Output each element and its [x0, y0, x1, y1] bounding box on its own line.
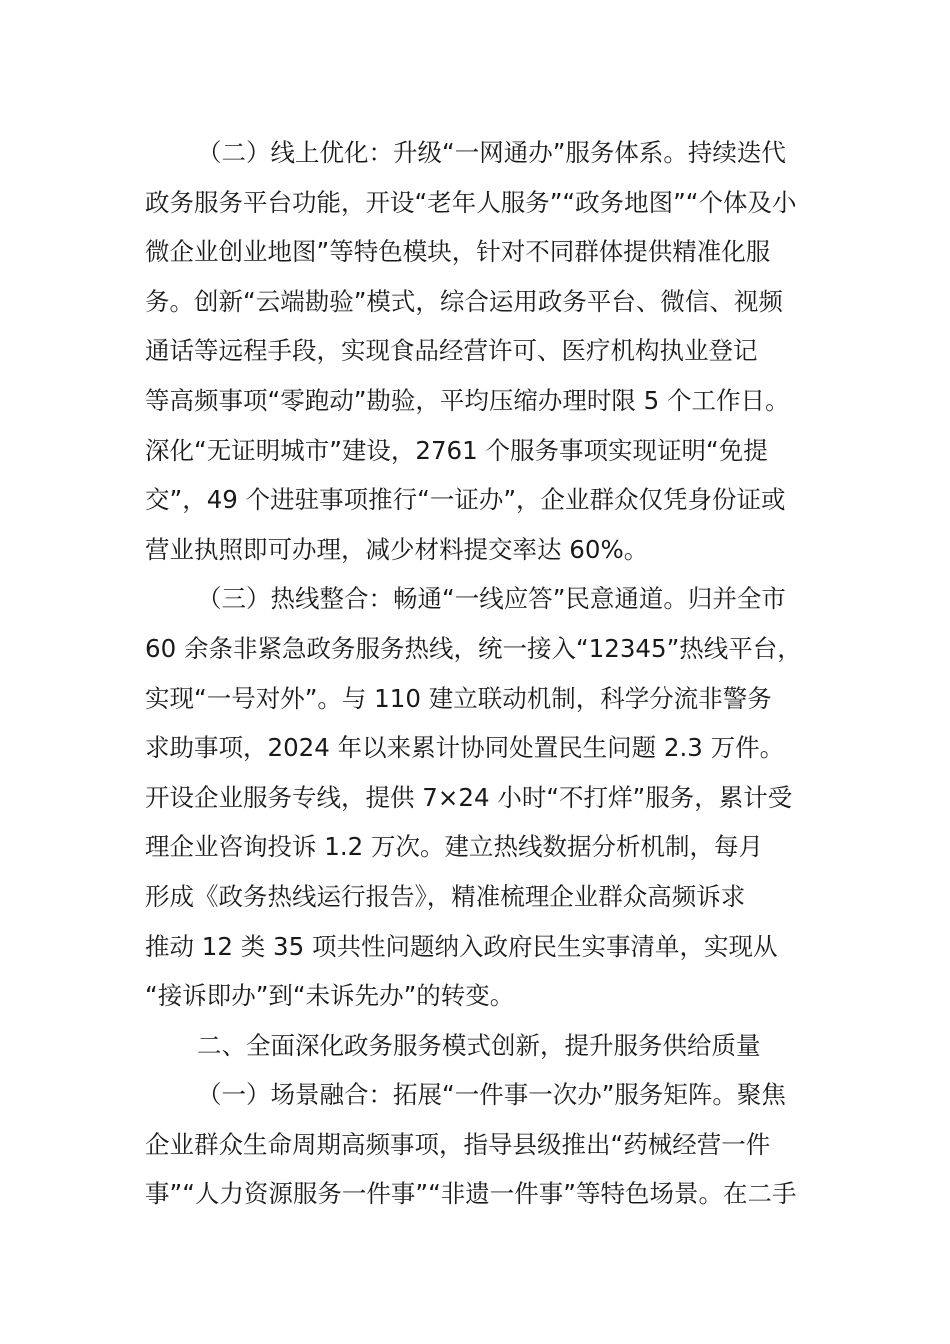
paragraph-line: 营业执照即可办理，减少材料提交率达 60%。 [145, 534, 649, 564]
paragraph-line: 深化“无证明城市”建设，2761 个服务事项实现证明“免提 [145, 435, 768, 465]
paragraph-line: 推动 12 类 35 项共性问题纳入政府民生实事清单，实现从 [145, 931, 778, 961]
paragraph-line: 政务服务平台功能，开设“老年人服务”“政务地图”“个体及小 [145, 187, 797, 217]
paragraph-line: 务。创新“云端勘验”模式，综合运用政务平台、微信、视频 [145, 286, 783, 316]
paragraph-line: （一）场景融合：拓展“一件事一次办”服务矩阵。聚焦 [197, 1080, 786, 1110]
paragraph-line: 实现“一号对外”。与 110 建立联动机制，科学分流非警务 [145, 683, 772, 713]
paragraph-line: 微企业创业地图”等特色模块，针对不同群体提供精准化服 [145, 237, 771, 267]
document-body [145, 128, 835, 1219]
section-heading: 二、全面深化政务服务模式创新，提升服务供给质量 [197, 1030, 761, 1060]
paragraph-line: （三）热线整合：畅通“一线应答”民意通道。归并全市 [197, 584, 786, 614]
paragraph-line: 交”，49 个进驻事项推行“一证办”，企业群众仅凭身份证或 [145, 485, 786, 515]
paragraph-line: 开设企业服务专线，提供 7×24 小时“不打烊”服务，累计受 [145, 782, 793, 812]
paragraph-line: 求助事项，2024 年以来累计协同处置民生问题 2.3 万件。 [145, 733, 785, 763]
paragraph-line: 60 余条非紧急政务服务热线，统一接入“12345”热线平台， [145, 633, 802, 663]
paragraph-line: 通话等远程手段，实现食品经营许可、医疗机构执业登记 [145, 336, 758, 366]
paragraph-line: 等高频事项“零跑动”勘验，平均压缩办理时限 5 个工作日。 [145, 385, 790, 415]
paragraph-line: 事”“人力资源服务一件事”“非遗一件事”等特色场景。在二手 [145, 1179, 797, 1209]
paragraph-line: “接诉即办”到“未诉先办”的转变。 [145, 981, 515, 1011]
paragraph-line: 企业群众生命周期高频事项，指导县级推出“药械经营一件 [145, 1129, 771, 1159]
paragraph-line: 形成《政务热线运行报告》，精准梳理企业群众高频诉求 [145, 881, 746, 911]
paragraph-line: 理企业咨询投诉 1.2 万次。建立热线数据分析机制，每月 [145, 832, 764, 862]
paragraph-line: （二）线上优化：升级“一网通办”服务体系。持续迭代 [197, 138, 786, 167]
